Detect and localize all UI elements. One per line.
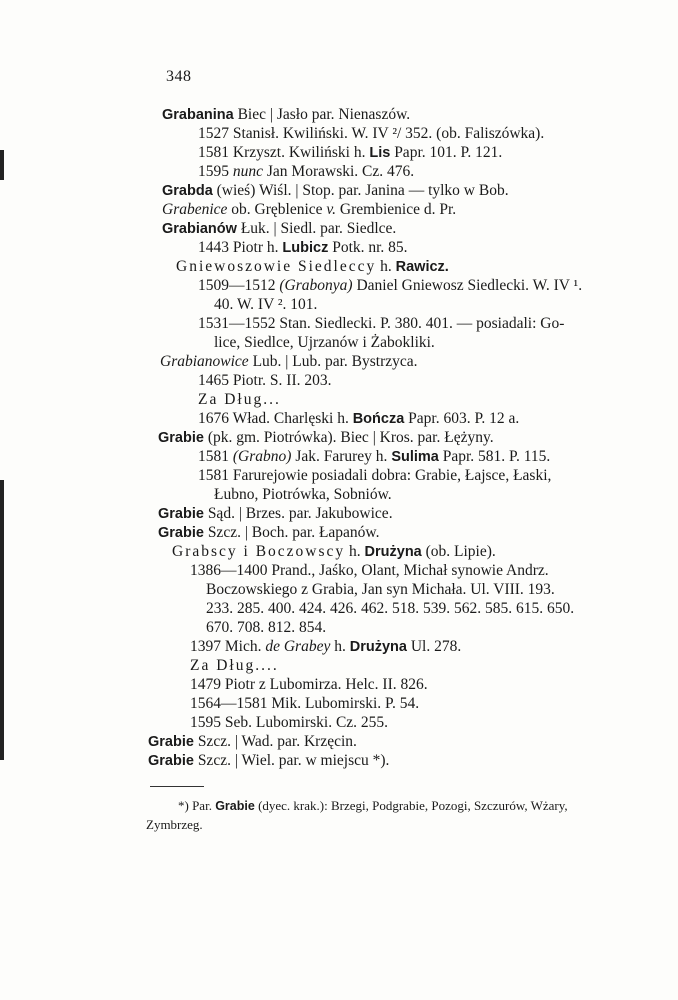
entry-text: 1595 [198, 163, 233, 180]
entry-text: lice, Siedlce, Ujrzanów i Żabokliki. [214, 334, 435, 351]
entry-text: Papr. 101. P. 121. [390, 144, 503, 161]
entry-line [0, 105, 678, 124]
entry-text: Szcz. | Wiel. par. w miejscu *). [193, 752, 390, 769]
entry-text: Za Dług... [198, 391, 281, 408]
entry-text: 1595 Seb. Lubomirski. Cz. 255. [190, 714, 389, 731]
entry-line [0, 276, 678, 295]
footnote-line [0, 796, 678, 815]
entry-text: Lub. | Lub. par. Bystrzyca. [248, 353, 418, 370]
entry-text: Zymbrzeg. [146, 817, 203, 832]
entry-text: 670. 708. 812. 854. [206, 619, 327, 636]
entry-heading: Lis [369, 145, 391, 161]
entry-heading: Grabie [148, 753, 194, 769]
entry-line [0, 580, 678, 599]
entry-text: (ob. Lipie). [421, 543, 496, 560]
entry-line [0, 732, 678, 751]
entry-text: 1509—1512 [198, 277, 280, 294]
entry-heading: Drużyna [364, 544, 422, 560]
entry-text: h. [330, 638, 350, 655]
entry-heading: Bończa [352, 411, 405, 427]
entry-line [0, 181, 678, 200]
entry-text: Jan Morawski. Cz. 476. [263, 163, 415, 180]
entry-text: v. [326, 201, 337, 218]
entry-line [0, 694, 678, 713]
entry-line [0, 504, 678, 523]
entry-heading: Grabie [215, 799, 255, 813]
entry-line [0, 637, 678, 656]
entry-line [0, 599, 678, 618]
entry-line [0, 656, 678, 675]
entry-line [0, 751, 678, 770]
entry-line [0, 561, 678, 580]
entry-text: ob. Gręblenice [227, 201, 327, 218]
entry-heading: Sulima [391, 449, 439, 465]
entry-text: (Grabonya) [279, 277, 353, 294]
entry-line [0, 371, 678, 390]
entry-text: (pk. gm. Piotrówka). Biec | Kros. par. Łężyny. [203, 429, 494, 446]
entry-line [0, 675, 678, 694]
footnote-rule [150, 786, 204, 787]
entry-line [0, 390, 678, 409]
entry-text: 1676 Wład. Charlęski h. [198, 410, 353, 427]
entry-line [0, 713, 678, 732]
entry-text: Jak. Farurey h. [291, 448, 392, 465]
entry-text: 1397 Mich. [190, 638, 266, 655]
entry-text: Grabenice [162, 201, 228, 218]
entry-text: Papr. 603. P. 12 a. [404, 410, 520, 427]
entry-line [0, 200, 678, 219]
entry-line [0, 466, 678, 485]
entry-text: Papr. 581. P. 115. [438, 448, 551, 465]
entry-line [0, 523, 678, 542]
entry-heading: Lubicz [282, 240, 329, 256]
entry-text: (Grabno) [232, 448, 292, 465]
entry-text: 1531—1552 Stan. Siedlecki. P. 380. 401. — posiadali: Go- [198, 315, 565, 332]
entry-list [0, 105, 678, 770]
entry-heading: Rawicz. [395, 259, 449, 275]
entry-line [0, 409, 678, 428]
entry-text: 233. 285. 400. 424. 426. 462. 518. 539. 562. 585. 615. 650. [206, 600, 575, 617]
entry-line [0, 238, 678, 257]
footnote [0, 796, 678, 834]
entry-text: (wieś) Wiśl. | Stop. par. Janina — tylko w Bob. [212, 182, 509, 199]
entry-text: de Grabey [265, 638, 331, 655]
entry-text: 1386—1400 Prand., Jaśko, Olant, Michał synowie Andrz. [190, 562, 549, 579]
entry-line [0, 352, 678, 371]
entry-text: Daniel Gniewosz Siedlecki. W. IV ¹. [352, 277, 583, 294]
entry-text: nunc [232, 163, 264, 180]
entry-text: (dyec. krak.): Brzegi, Podgrabie, Pozogi, Szczurów, Wżary, [254, 798, 568, 813]
entry-line [0, 542, 678, 561]
page-number: 348 [166, 68, 192, 85]
entry-heading: Grabanina [162, 107, 234, 123]
entry-text: Szcz. | Boch. par. Łapanów. [203, 524, 380, 541]
entry-text: 1527 Stanisł. Kwiliński. W. IV ²/ 352. (ob. Faliszówka). [198, 125, 545, 142]
entry-text: Potk. nr. 85. [328, 239, 408, 256]
entry-text: Grabianowice [160, 353, 249, 370]
entry-line [0, 295, 678, 314]
entry-line [0, 314, 678, 333]
entry-text: Boczowskiego z Grabia, Jan syn Michała. Ul. VIII. 193. [206, 581, 555, 598]
entry-line [0, 162, 678, 181]
entry-heading: Grabie [158, 430, 204, 446]
entry-text: h. [345, 543, 365, 560]
entry-text: 1581 [198, 448, 233, 465]
entry-text: 1465 Piotr. S. II. 203. [198, 372, 332, 389]
entry-line [0, 143, 678, 162]
entry-text: 1581 Farurejowie posiadali dobra: Grabie, Łajsce, Łaski, [198, 467, 552, 484]
entry-text: Sąd. | Brzes. par. Jakubowice. [203, 505, 393, 522]
entry-heading: Grabie [158, 525, 204, 541]
entry-text: Za Dług.... [190, 657, 279, 674]
entry-text: Grembienice d. Pr. [336, 201, 457, 218]
entry-text: 40. W. IV ². 101. [214, 296, 318, 313]
entry-line [0, 447, 678, 466]
entry-line [0, 333, 678, 352]
entry-line [0, 618, 678, 637]
entry-heading: Grabda [162, 183, 213, 199]
entry-line [0, 485, 678, 504]
entry-text: 1581 Krzyszt. Kwiliński h. [198, 144, 370, 161]
entry-text: Łuk. | Siedl. par. Siedlce. [236, 220, 397, 237]
entry-text: 1564—1581 Mik. Lubomirski. P. 54. [190, 695, 420, 712]
entry-line [0, 124, 678, 143]
entry-text: Biec | Jasło par. Nienaszów. [233, 106, 411, 123]
entry-text: 1443 Piotr h. [198, 239, 283, 256]
entry-heading: Grabie [158, 506, 204, 522]
entry-line [0, 219, 678, 238]
entry-text: Gniewoszowie Siedleccy [176, 258, 377, 275]
entry-text: Szcz. | Wad. par. Krzęcin. [193, 733, 357, 750]
entry-text: 1479 Piotr z Lubomirza. Helc. II. 826. [190, 676, 428, 693]
entry-heading: Grabie [148, 734, 194, 750]
entry-text: *) Par. [178, 798, 216, 813]
footnote-line [0, 815, 678, 834]
entry-line [0, 257, 678, 276]
entry-text: Grabscy i Boczowscy [172, 543, 346, 560]
entry-text: h. [376, 258, 396, 275]
entry-text: Ul. 278. [406, 638, 462, 655]
entry-text: Łubno, Piotrówka, Sobniów. [214, 486, 392, 503]
entry-line [0, 428, 678, 447]
entry-heading: Drużyna [349, 639, 407, 655]
entry-heading: Grabianów [162, 221, 237, 237]
